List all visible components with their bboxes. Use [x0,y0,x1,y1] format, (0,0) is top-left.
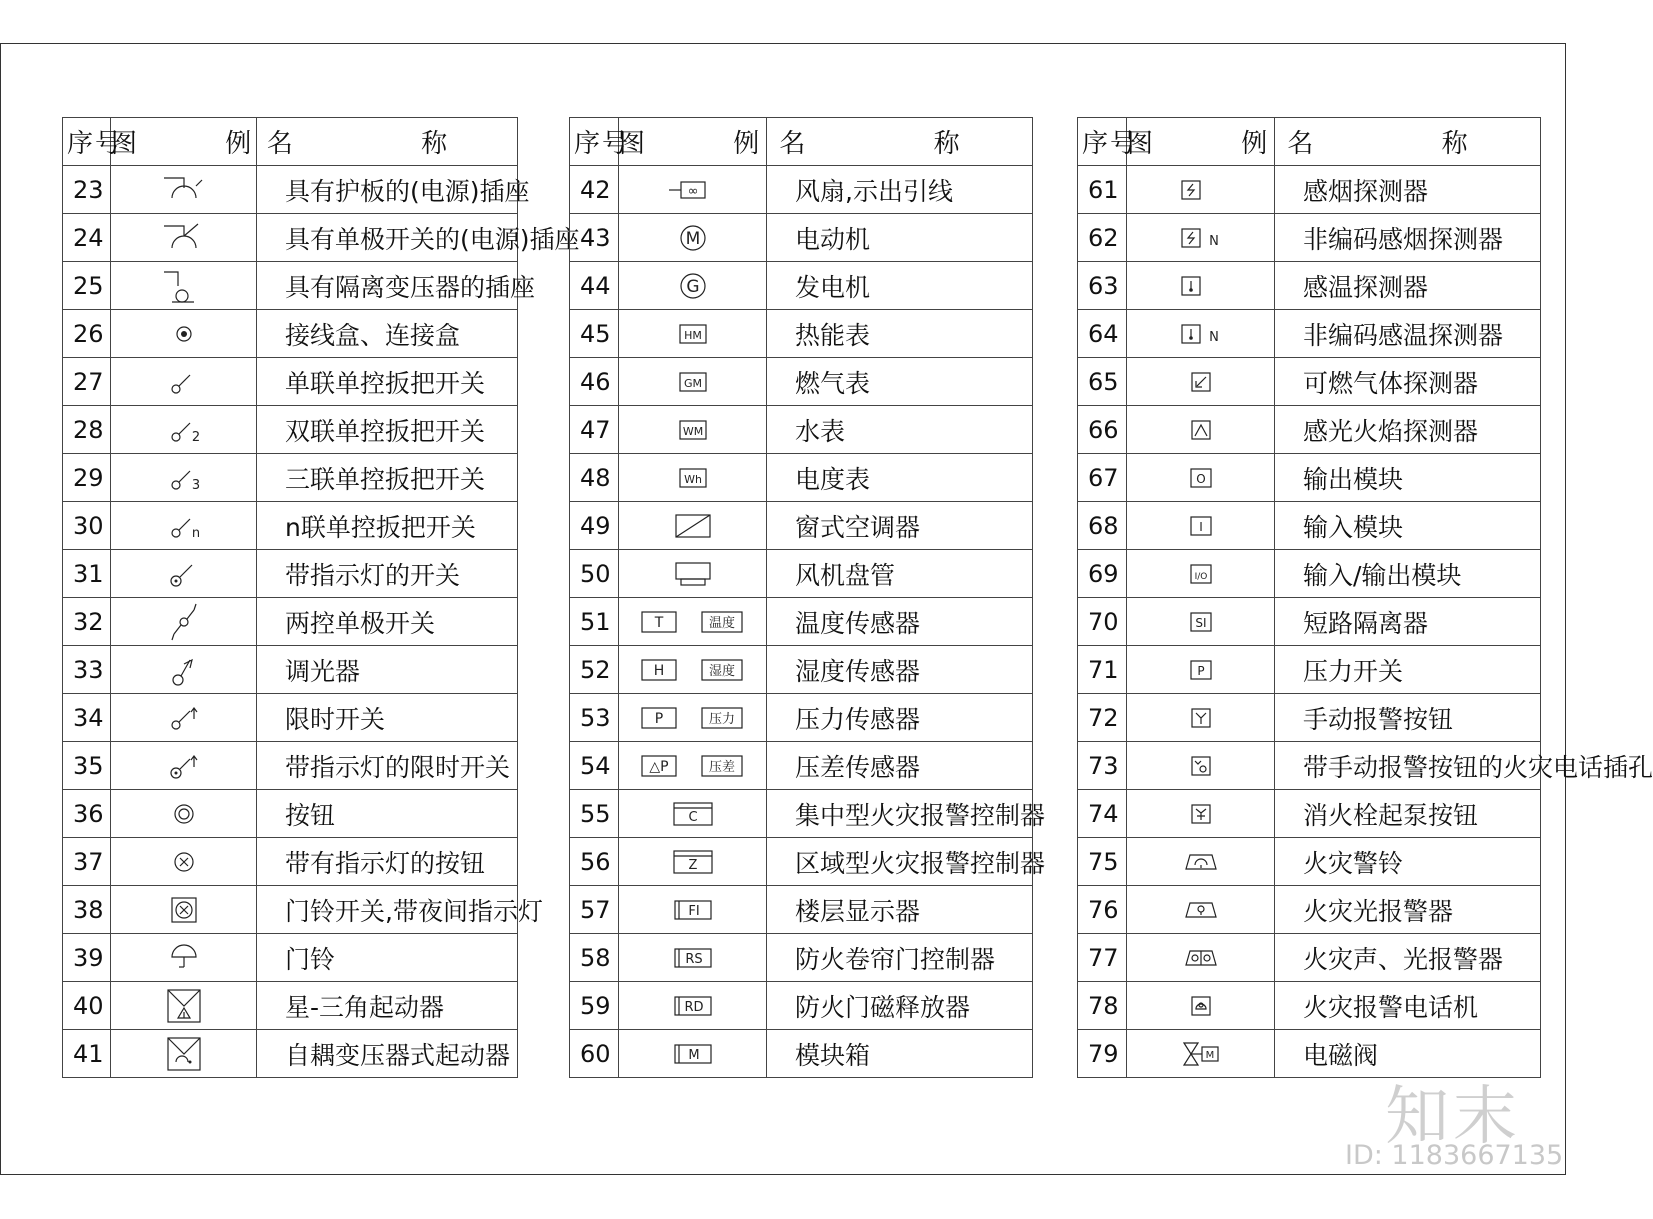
svg-text:G: G [685,276,700,297]
table-row [1078,598,1541,646]
table-row [63,694,518,742]
svg-text:I/O: I/O [1194,571,1207,582]
legend-table-1 [62,117,580,1078]
table-row [63,598,518,646]
svg-text:FI: FI [687,903,700,919]
table-row [570,982,1033,1030]
svg-text:3: 3 [191,477,200,493]
pressure-sensor-icon [619,694,767,742]
generator-icon [619,262,767,310]
temp-sensor-icon [619,598,767,646]
table-row [570,262,1033,310]
serial-number: 28 [63,406,111,454]
serial-number: 61 [1078,166,1127,214]
table-row [1078,790,1541,838]
symbol-name: 具有单极开关的(电源)插座 [257,214,518,262]
table-row [570,550,1033,598]
switch-3gang-icon [111,454,257,502]
symbol-name: n联单控扳把开关 [257,502,518,550]
symbol-name: 手动报警按钮 [1275,694,1541,742]
table-row [570,886,1033,934]
symbol-name: 具有隔离变压器的插座 [257,262,518,310]
symbol-name: 压力传感器 [767,694,1033,742]
socket-switch-icon [111,214,257,262]
table-row [63,550,518,598]
serial-number: 68 [1078,502,1127,550]
header-symbol: 图 例 [111,118,257,166]
serial-number: 27 [63,358,111,406]
symbol-name: 三联单控扳把开关 [257,454,518,502]
heat-meter-icon [619,310,767,358]
humidity-sensor-icon [619,646,767,694]
svg-text:C: C [687,809,698,825]
symbol-name: 模块箱 [767,1030,1033,1078]
table-row [1078,454,1541,502]
symbol-name: 温度传感器 [767,598,1033,646]
table-row [63,742,518,790]
symbol-name: 区域型火灾报警控制器 [767,838,1033,886]
symbol-name: 电磁阀 [1275,1030,1541,1078]
serial-number: 63 [1078,262,1127,310]
svg-text:HM: HM [683,328,702,342]
header-symbol: 图 例 [1127,118,1275,166]
symbol-name: 感烟探测器 [1275,166,1541,214]
serial-number: 46 [570,358,619,406]
doorbell-icon [111,934,257,982]
table-row [63,1030,518,1078]
symbol-name: 水表 [767,406,1033,454]
junction-box-icon [111,310,257,358]
symbol-name: 火灾声、光报警器 [1275,934,1541,982]
input-module-icon [1127,502,1275,550]
smoke-detector-icon [1127,166,1275,214]
serial-number: 74 [1078,790,1127,838]
svg-text:n: n [191,525,200,541]
symbol-name: 防火卷帘门控制器 [767,934,1033,982]
serial-number: 31 [63,550,111,598]
svg-text:SI: SI [1194,615,1207,630]
diff-pressure-sensor-icon [619,742,767,790]
serial-number: 41 [63,1030,111,1078]
io-module-icon [1127,550,1275,598]
serial-number: 77 [1078,934,1127,982]
serial-number: 51 [570,598,619,646]
module-box-icon [619,1030,767,1078]
table-row [63,406,518,454]
fire-sounder-strobe-icon [1127,934,1275,982]
table-row [1078,646,1541,694]
fire-door-release-icon [619,982,767,1030]
symbol-name: 调光器 [257,646,518,694]
noncoded-heat-detector-icon [1127,310,1275,358]
serial-number: 60 [570,1030,619,1078]
noncoded-smoke-detector-icon [1127,214,1275,262]
window-ac-icon [619,502,767,550]
symbol-name: 带手动报警按钮的火灾电话插孔 [1275,742,1541,790]
symbol-name: 火灾光报警器 [1275,886,1541,934]
heat-detector-icon [1127,262,1275,310]
pressure-switch-icon [1127,646,1275,694]
serial-number: 69 [1078,550,1127,598]
serial-number: 78 [1078,982,1127,1030]
short-circuit-isolator-icon [1127,598,1275,646]
svg-text:O: O [1195,471,1206,486]
table-header-row [570,118,1033,166]
table-row [570,310,1033,358]
central-fire-controller-icon [619,790,767,838]
star-delta-starter-icon [111,982,257,1030]
symbol-name: 火灾报警电话机 [1275,982,1541,1030]
symbol-name: 热能表 [767,310,1033,358]
table-row [1078,310,1541,358]
header-serial: 序号 [63,118,111,166]
symbol-name: 带有指示灯的按钮 [257,838,518,886]
serial-number: 34 [63,694,111,742]
brand-watermark: 知末 [1385,1080,1521,1154]
table-row [1078,358,1541,406]
svg-text:N: N [1208,233,1219,249]
table-row [63,886,518,934]
table-row [63,310,518,358]
svg-text:压力: 压力 [708,711,735,727]
symbol-name: 压差传感器 [767,742,1033,790]
table-row [570,838,1033,886]
gas-meter-icon [619,358,767,406]
svg-text:M: M [685,228,700,249]
legend-table-3 [1077,117,1653,1078]
table-row [1078,934,1541,982]
socket-transformer-icon [111,262,257,310]
electric-meter-icon [619,454,767,502]
table-row [1078,694,1541,742]
serial-number: 23 [63,166,111,214]
table-row [570,166,1033,214]
svg-text:△P: △P [648,758,669,775]
symbol-name: 楼层显示器 [767,886,1033,934]
symbol-name: 非编码感温探测器 [1275,310,1541,358]
alarm-button-phone-jack-icon [1127,742,1275,790]
serial-number: 73 [1078,742,1127,790]
symbol-name: 短路隔离器 [1275,598,1541,646]
symbol-name: 风机盘管 [767,550,1033,598]
serial-number: 66 [1078,406,1127,454]
fan-icon [619,166,767,214]
serial-number: 56 [570,838,619,886]
serial-number: 45 [570,310,619,358]
zone-fire-controller-icon [619,838,767,886]
serial-number: 25 [63,262,111,310]
symbol-name: 防火门磁释放器 [767,982,1033,1030]
serial-number: 35 [63,742,111,790]
floor-display-icon [619,886,767,934]
symbol-name: 具有护板的(电源)插座 [257,166,518,214]
symbol-name: 感温探测器 [1275,262,1541,310]
fan-coil-icon [619,550,767,598]
svg-text:湿度: 湿度 [708,663,735,679]
serial-number: 64 [1078,310,1127,358]
svg-text:2: 2 [191,429,200,445]
svg-text:RS: RS [684,951,703,967]
symbol-name: 输入模块 [1275,502,1541,550]
table-row [1078,406,1541,454]
symbol-name: 风扇,示出引线 [767,166,1033,214]
output-module-icon [1127,454,1275,502]
symbol-name: 消火栓起泵按钮 [1275,790,1541,838]
symbol-name: 感光火焰探测器 [1275,406,1541,454]
table-row [1078,886,1541,934]
fire-shutter-controller-icon [619,934,767,982]
header-name: 名 称 [257,118,518,166]
svg-text:H: H [653,662,664,679]
water-meter-icon [619,406,767,454]
table-row [63,166,518,214]
switch-2gang-icon [111,406,257,454]
serial-number: 54 [570,742,619,790]
table-row [570,1030,1033,1078]
switch-1gang-icon [111,358,257,406]
svg-text:M: M [1205,1049,1214,1061]
table-row [570,214,1033,262]
socket-shutter-icon [111,166,257,214]
symbol-name: 燃气表 [767,358,1033,406]
serial-number: 76 [1078,886,1127,934]
svg-text:P: P [1196,663,1205,678]
serial-number: 38 [63,886,111,934]
table-row [1078,550,1541,598]
symbol-name: 接线盒、连接盒 [257,310,518,358]
symbol-name: 电度表 [767,454,1033,502]
table-header-row [63,118,518,166]
symbol-name: 湿度传感器 [767,646,1033,694]
serial-number: 72 [1078,694,1127,742]
table-row [63,838,518,886]
svg-text:∞: ∞ [687,183,698,199]
serial-number: 40 [63,982,111,1030]
svg-text:Z: Z [688,857,697,873]
serial-number: 58 [570,934,619,982]
serial-number: 79 [1078,1030,1127,1078]
table-row [63,934,518,982]
header-name: 名 称 [1275,118,1541,166]
table-row [63,214,518,262]
table-row [570,694,1033,742]
symbol-name: 门铃 [257,934,518,982]
gas-detector-icon [1127,358,1275,406]
svg-text:RD: RD [683,999,704,1015]
header-serial: 序号 [1078,118,1127,166]
two-way-switch-icon [111,598,257,646]
serial-number: 26 [63,310,111,358]
serial-number: 67 [1078,454,1127,502]
serial-number: 70 [1078,598,1127,646]
fire-strobe-icon [1127,886,1275,934]
symbol-name: 发电机 [767,262,1033,310]
serial-number: 55 [570,790,619,838]
symbol-name: 带指示灯的限时开关 [257,742,518,790]
dimmer-icon [111,646,257,694]
table-row [1078,166,1541,214]
header-serial: 序号 [570,118,619,166]
table-row [570,790,1033,838]
serial-number: 44 [570,262,619,310]
autotransformer-starter-icon [111,1030,257,1078]
symbol-name: 窗式空调器 [767,502,1033,550]
serial-number: 30 [63,502,111,550]
serial-number: 59 [570,982,619,1030]
symbol-name: 火灾警铃 [1275,838,1541,886]
header-symbol: 图 例 [619,118,767,166]
table-row [570,454,1033,502]
symbol-name: 可燃气体探测器 [1275,358,1541,406]
serial-number: 33 [63,646,111,694]
symbol-name: 星-三角起动器 [257,982,518,1030]
manual-alarm-button-icon [1127,694,1275,742]
serial-number: 39 [63,934,111,982]
symbol-name: 带指示灯的开关 [257,550,518,598]
symbol-name: 自耦变压器式起动器 [257,1030,518,1078]
push-button-indicator-icon [111,838,257,886]
motor-icon [619,214,767,262]
table-row [63,454,518,502]
symbol-name: 单联单控扳把开关 [257,358,518,406]
table-row [1078,838,1541,886]
table-row [1078,742,1541,790]
fire-bell-icon [1127,838,1275,886]
serial-number: 49 [570,502,619,550]
svg-text:N: N [1208,329,1219,345]
table-row [570,598,1033,646]
fire-phone-icon [1127,982,1275,1030]
serial-number: 53 [570,694,619,742]
symbol-name: 电动机 [767,214,1033,262]
svg-text:压差: 压差 [708,759,735,775]
table-row [570,406,1033,454]
serial-number: 36 [63,790,111,838]
serial-number: 43 [570,214,619,262]
symbol-name: 按钮 [257,790,518,838]
hydrant-pump-button-icon [1127,790,1275,838]
legend-table-2 [569,117,1046,1078]
serial-number: 50 [570,550,619,598]
switch-indicator-icon [111,550,257,598]
serial-number: 75 [1078,838,1127,886]
table-header-row [1078,118,1541,166]
table-row [63,358,518,406]
header-name: 名 称 [767,118,1033,166]
svg-text:WM: WM [682,424,703,438]
table-row [63,646,518,694]
symbol-name: 双联单控扳把开关 [257,406,518,454]
table-row [570,502,1033,550]
symbol-name: 非编码感烟探测器 [1275,214,1541,262]
switch-ngang-icon [111,502,257,550]
table-row [63,502,518,550]
serial-number: 65 [1078,358,1127,406]
serial-number: 71 [1078,646,1127,694]
push-button-icon [111,790,257,838]
serial-number: 57 [570,886,619,934]
doorbell-switch-icon [111,886,257,934]
svg-text:T: T [654,614,663,631]
timer-switch-icon [111,694,257,742]
serial-number: 24 [63,214,111,262]
svg-text:Wh: Wh [683,472,702,486]
symbol-name: 两控单极开关 [257,598,518,646]
table-row [63,982,518,1030]
table-row [1078,982,1541,1030]
serial-number: 52 [570,646,619,694]
symbol-name: 输入/输出模块 [1275,550,1541,598]
timer-switch-indicator-icon [111,742,257,790]
table-row [63,262,518,310]
table-row [570,934,1033,982]
serial-number: 29 [63,454,111,502]
serial-number: 37 [63,838,111,886]
svg-text:I: I [1198,519,1203,534]
table-row [63,790,518,838]
table-row [570,742,1033,790]
table-row [1078,214,1541,262]
symbol-name: 集中型火灾报警控制器 [767,790,1033,838]
symbol-name: 门铃开关,带夜间指示灯 [257,886,518,934]
id-watermark: ID: 1183667135 [1345,1140,1564,1171]
flame-detector-icon [1127,406,1275,454]
table-row [1078,262,1541,310]
symbol-name: 限时开关 [257,694,518,742]
table-row [570,358,1033,406]
solenoid-valve-icon [1127,1030,1275,1078]
table-row [1078,502,1541,550]
symbol-name: 输出模块 [1275,454,1541,502]
table-row [570,646,1033,694]
serial-number: 47 [570,406,619,454]
svg-text:M: M [687,1047,700,1063]
svg-text:GM: GM [683,376,702,390]
serial-number: 32 [63,598,111,646]
svg-text:P: P [654,710,663,727]
svg-text:温度: 温度 [708,615,735,631]
serial-number: 48 [570,454,619,502]
symbol-name: 压力开关 [1275,646,1541,694]
serial-number: 42 [570,166,619,214]
serial-number: 62 [1078,214,1127,262]
